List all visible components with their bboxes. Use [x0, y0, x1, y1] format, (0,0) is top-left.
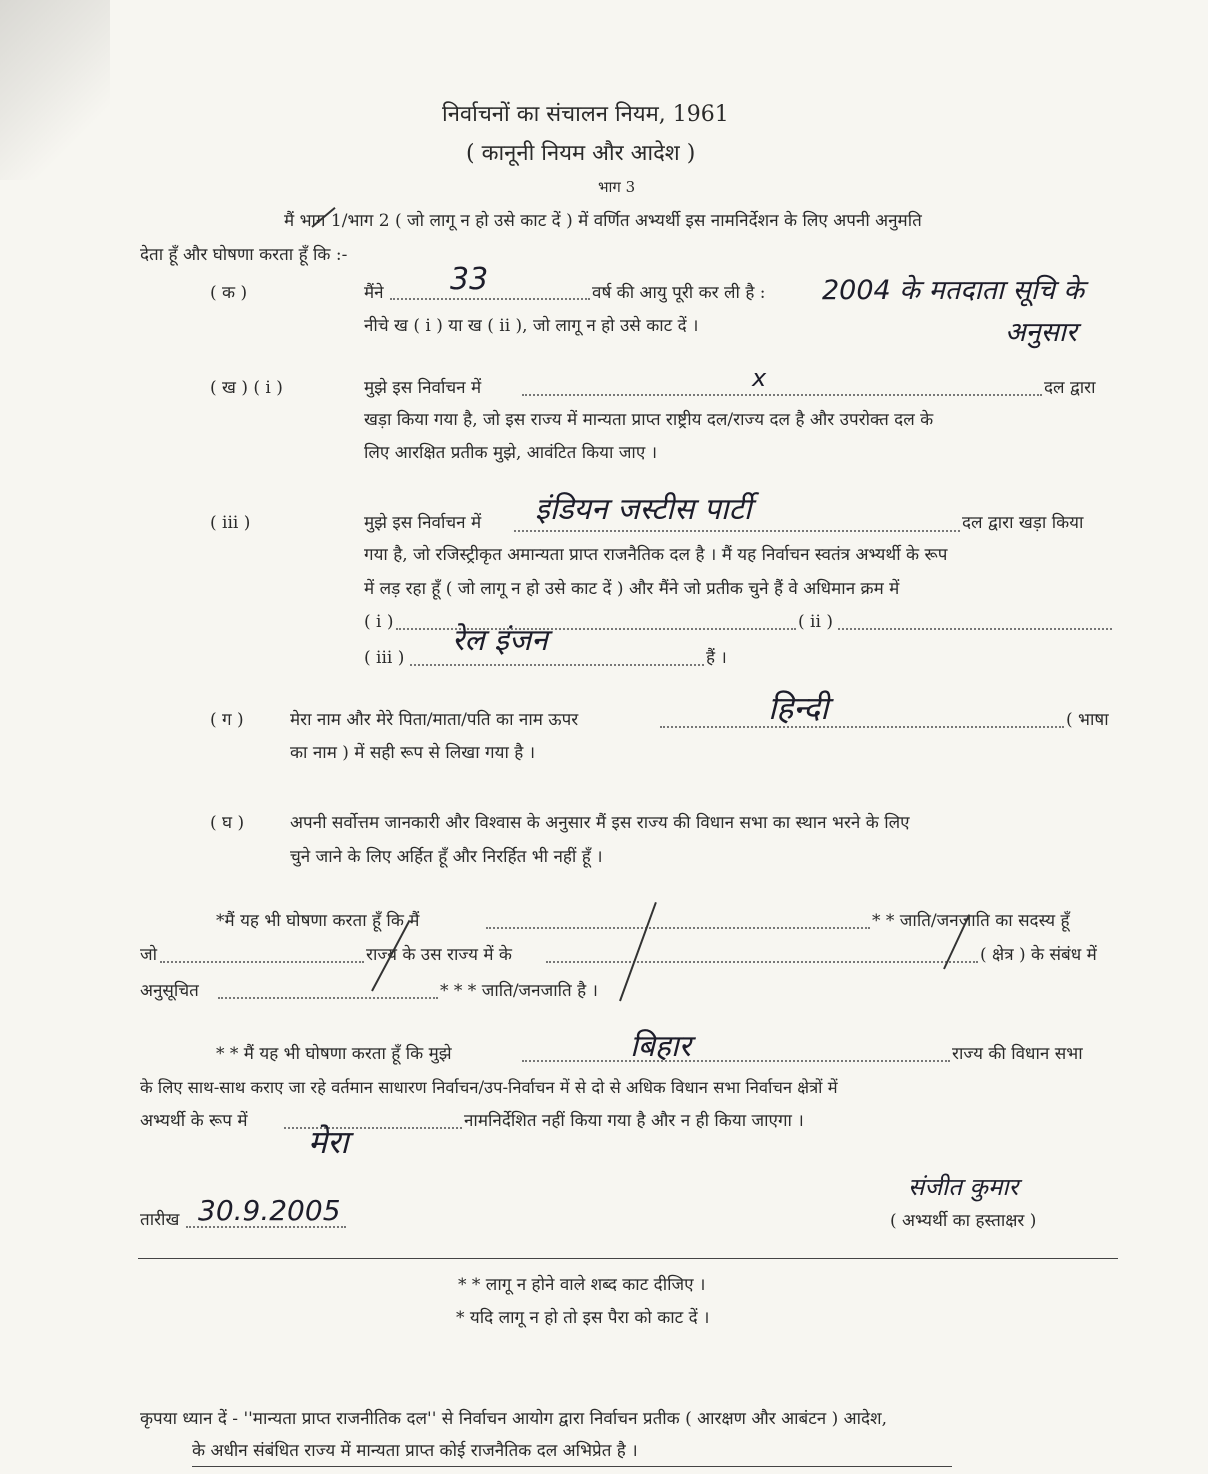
state-line-2: के लिए साथ-साथ कराए जा रहे वर्तमान साधारण निर्वाचन/उप-निर्वाचन में से दो से अधिक विधान सभा निर्वाचन क्षेत्रों में — [140, 1078, 838, 1097]
clause-ka-label: ( क ) — [210, 283, 248, 303]
intro-line-2: देता हूँ और घोषणा करता हूँ कि :- — [140, 245, 348, 265]
caste-field-line-2b — [546, 961, 978, 963]
footer-line-1: कृपया ध्यान दें - ''मान्यता प्राप्त राजनीतिक दल'' से निर्वाचन आयोग द्वारा निर्वाचन प्रतीक ( आरक्षण और आबंटन ) आदेश, — [140, 1409, 888, 1429]
candidate-signature: संजीत कुमार — [908, 1173, 1019, 1201]
clause-iii-text-after: दल द्वारा खड़ा किया — [962, 513, 1084, 533]
caste-line-2-start: जो — [140, 945, 158, 965]
clause-iii-line-3: में लड़ रहा हूँ ( जो लागू न हो उसे काट दें ) और मैंने जो प्रतीक चुने हैं वे अधिमान क्रम में — [364, 579, 900, 599]
age-handwritten: 33 — [450, 262, 489, 297]
party-name-handwritten: इंडियन जस्टीस पार्टी — [535, 492, 752, 527]
state-line-1-end: राज्य की विधान सभा — [952, 1044, 1083, 1064]
clause-ka-line-2: नीचे ख ( i ) या ख ( ii ), जो लागू न हो उसे काट दें । — [364, 316, 699, 336]
cross-mark-handwritten: x — [752, 364, 767, 392]
clause-ka-text-before: मैंने — [364, 283, 384, 303]
caste-line-3-end: * * * जाति/जनजाति है । — [440, 981, 598, 1001]
clause-ga-label: ( ग ) — [210, 710, 244, 730]
footer-line-2: के अधीन संबंधित राज्य में मान्यता प्राप्त कोई राजनैतिक दल अभिप्रेत है । — [192, 1441, 638, 1461]
caste-line-1-start: *मैं यह भी घोषणा करता हूँ कि मैं — [216, 911, 420, 931]
state-field-line — [522, 1060, 950, 1062]
clause-kha-i-text-after: दल द्वारा — [1044, 378, 1096, 398]
clause-gha-label: ( घ ) — [210, 813, 245, 833]
caste-line-3-start: अनुसूचित — [140, 981, 199, 1001]
state-handwritten: बिहार — [630, 1029, 691, 1064]
section-strike-1 — [619, 902, 657, 1001]
clause-iii-line-2: गया है, जो रजिस्ट्रीकृत अमान्यता प्राप्त राजनैतिक दल है । मैं यह निर्वाचन स्वतंत्र अभ्यर्थी के रूप — [364, 545, 948, 565]
caste-field-line-2a — [160, 961, 364, 963]
symbol-handwritten: रेल इंजन — [452, 623, 548, 658]
note-1: * * लागू न होने वाले शब्द काट दीजिए । — [458, 1275, 706, 1295]
clause-gha-line-1: अपनी सर्वोत्तम जानकारी और विश्वास के अनुसार मैं इस राज्य की विधान सभा का स्थान भरने के लिए — [290, 813, 910, 833]
date-label: तारीख — [140, 1210, 180, 1230]
symbol-iii-line — [410, 664, 704, 666]
state-line-3-start: अभ्यर्थी के रूप में — [140, 1111, 248, 1131]
footer-rule — [192, 1466, 952, 1467]
language-field-line — [660, 726, 1064, 728]
form-subtitle: ( कानूनी नियम और आदेश ) — [466, 141, 696, 166]
caste-line-2-mid: राज्य के उस राज्य में के — [366, 945, 512, 965]
clause-kha-i-line-3: लिए आरक्षित प्रतीक मुझे, आवंटित किया जाए । — [364, 443, 658, 463]
symbol-i-label: ( i ) — [364, 612, 394, 632]
caste-field-line-3 — [218, 997, 438, 999]
party-field-line-1 — [522, 394, 1042, 396]
clause-ga-line-2: का नाम ) में सही रूप से लिखा गया है । — [290, 743, 536, 763]
constituency-handwritten: मेरा — [308, 1123, 349, 1161]
caste-field-line-1 — [486, 927, 870, 929]
clause-kha-i-line-2: खड़ा किया गया है, जो इस राज्य में मान्यता प्राप्त राष्ट्रीय दल/राज्य दल है और उपरोक्त दल के — [364, 410, 934, 430]
clause-ka-text-after: वर्ष की आयु पूरी कर ली है : — [592, 283, 766, 303]
language-handwritten: हिन्दी — [768, 689, 829, 727]
party-field-line-2 — [514, 530, 960, 532]
state-line-3-end: नामनिर्देशित नहीं किया गया है और न ही किया जाएगा । — [464, 1111, 804, 1131]
age-field-line — [390, 298, 590, 300]
age-note-handwritten: 2004 के मतदाता सूचि के — [822, 275, 1085, 306]
clause-kha-i-label: ( ख ) ( i ) — [210, 378, 283, 398]
symbol-ii-line — [838, 628, 1112, 630]
form-part: भाग 3 — [598, 178, 636, 196]
clause-kha-i-text-before: मुझे इस निर्वाचन में — [364, 378, 482, 398]
state-line-1-start: * * मैं यह भी घोषणा करता हूँ कि मुझे — [216, 1044, 452, 1064]
age-note-handwritten-2: अनुसार — [1005, 317, 1077, 348]
date-handwritten: 30.9.2005 — [198, 1194, 341, 1227]
clause-gha-line-2: चुने जाने के लिए अर्हित हूँ और निरर्हित भी नहीं हूँ । — [290, 847, 603, 867]
symbol-end: हैं । — [706, 648, 727, 668]
intro-line-1: मैं भाग 1/भाग 2 ( जो लागू न हो उसे काट दें ) में वर्णित अभ्यर्थी इस नामनिर्देशन के लिए अपनी अनुमति — [284, 211, 922, 231]
symbol-iii-label: ( iii ) — [364, 648, 405, 668]
symbol-ii-label: ( ii ) — [798, 612, 833, 632]
form-title: निर्वाचनों का संचालन नियम, 1961 — [442, 102, 729, 127]
divider-line — [138, 1258, 1118, 1259]
clause-ga-text-after: ( भाषा — [1066, 710, 1109, 730]
clause-ga-text-before: मेरा नाम और मेरे पिता/माता/पति का नाम ऊपर — [290, 710, 579, 730]
clause-iii-label: ( iii ) — [210, 513, 251, 533]
note-2: * यदि लागू न हो तो इस पैरा को काट दें । — [456, 1308, 710, 1328]
scanned-page-fold — [0, 0, 110, 180]
clause-iii-text-before: मुझे इस निर्वाचन में — [364, 513, 482, 533]
caste-line-2-end: ( क्षेत्र ) के संबंध में — [980, 945, 1097, 965]
signature-caption: ( अभ्यर्थी का हस्ताक्षर ) — [890, 1211, 1037, 1231]
caste-line-1-end: * * जाति/जनजाति का सदस्य हूँ — [872, 911, 1070, 931]
